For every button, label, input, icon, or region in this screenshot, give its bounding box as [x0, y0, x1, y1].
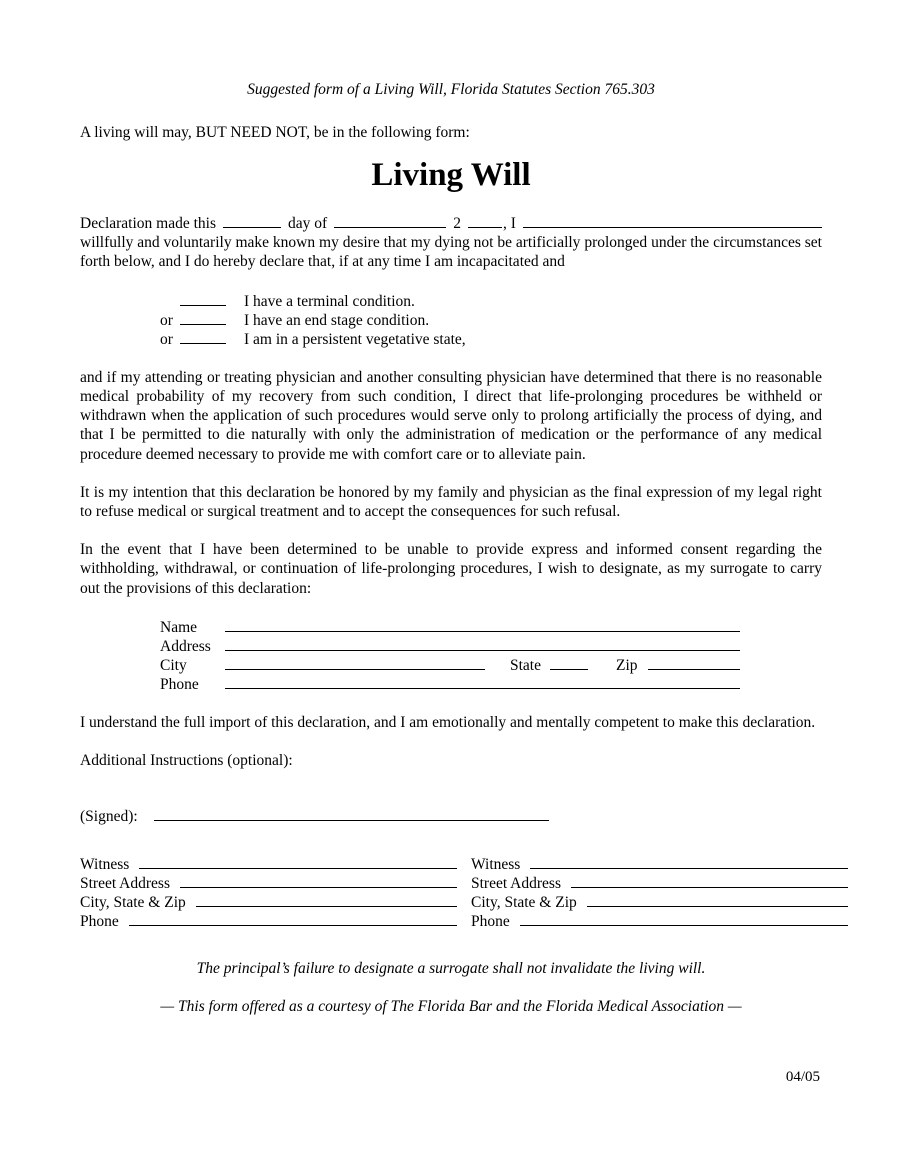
signed-label: (Signed):	[80, 808, 138, 826]
condition-row-end-stage	[160, 311, 822, 330]
witness2-city-blank-field[interactable]	[587, 905, 848, 907]
address-label: Address	[160, 637, 211, 655]
street-address-label: Street Address	[471, 874, 561, 892]
witness1-phone-blank-field[interactable]	[129, 924, 457, 926]
witness2-street-blank-field[interactable]	[571, 886, 848, 888]
year-prefix-text: 2	[453, 215, 461, 233]
city-label: City	[160, 656, 187, 674]
witness-city-row	[80, 893, 457, 912]
witness-column-right	[471, 855, 848, 931]
condition-label: I am in a persistent vegetative state,	[244, 330, 466, 348]
additional-instructions-label: Additional Instructions (optional):	[80, 752, 293, 770]
witness-street-row	[80, 874, 457, 893]
signed-row	[80, 807, 822, 826]
witness-column-left	[80, 855, 457, 931]
end-stage-condition-blank-field[interactable]	[180, 323, 226, 325]
witness2-name-blank-field[interactable]	[530, 867, 848, 869]
witness-section	[80, 855, 848, 931]
surrogate-phone-blank-field[interactable]	[225, 687, 740, 689]
surrogate-address-blank-field[interactable]	[225, 649, 740, 651]
surrogate-zip-blank-field[interactable]	[648, 668, 740, 670]
declaration-continuation: willfully and voluntarily make known my desire that my dying not be artificially prolonged under the circumstances set forth below, and I do hereby declare that, if at any time I am incapacitated and	[80, 234, 822, 271]
phone-label: Phone	[80, 912, 119, 930]
witness-label: Witness	[471, 855, 521, 873]
surrogate-phone-row	[160, 675, 740, 694]
witness1-city-blank-field[interactable]	[196, 905, 457, 907]
city-state-zip-label: City, State & Zip	[80, 893, 186, 911]
surrogate-name-row	[160, 618, 740, 637]
city-state-zip-label: City, State & Zip	[471, 893, 577, 911]
footnote-surrogate: The principal’s failure to designate a surrogate shall not invalidate the living will.	[196, 959, 706, 977]
witness-phone-row	[471, 912, 848, 931]
declarant-name-blank-field[interactable]	[523, 226, 822, 228]
witness2-phone-blank-field[interactable]	[520, 924, 848, 926]
zip-label: Zip	[616, 656, 638, 674]
condition-row-vegetative	[160, 330, 822, 349]
footnote-courtesy: — This form offered as a courtesy of The Florida Bar and the Florida Medical Association —	[160, 997, 742, 1015]
witness-phone-row	[80, 912, 457, 931]
surrogate-fields	[160, 618, 740, 694]
paragraph-surrogate-designation: In the event that I have been determined to be unable to provide express and informed consent regarding the withholding, withdrawal, or continuation of life-prolonging procedures, I wish to designate, as my surrogate to carry out the provisions of this declaration:	[80, 541, 822, 597]
phone-label: Phone	[160, 675, 199, 693]
surrogate-city-blank-field[interactable]	[225, 668, 485, 670]
month-blank-field[interactable]	[334, 226, 446, 228]
condition-prefix: or	[160, 330, 173, 348]
condition-label: I have a terminal condition.	[244, 292, 415, 310]
witness-street-row	[471, 874, 848, 893]
state-label: State	[510, 656, 541, 674]
revision-date: 04/05	[785, 1069, 820, 1085]
statute-citation: Suggested form of a Living Will, Florida Statutes Section 765.303	[247, 81, 655, 98]
phone-label: Phone	[471, 912, 510, 930]
terminal-condition-blank-field[interactable]	[180, 304, 226, 306]
paragraph-competence: I understand the full import of this declaration, and I am emotionally and mentally competent to make this declaration.	[80, 713, 816, 731]
vegetative-state-blank-field[interactable]	[180, 342, 226, 344]
signature-blank-field[interactable]	[154, 819, 549, 821]
condition-label: I have an end stage condition.	[244, 311, 430, 329]
surrogate-state-blank-field[interactable]	[550, 668, 588, 670]
declaration-made-this-text: Declaration made this	[80, 215, 217, 233]
declaration-line	[80, 214, 822, 233]
comma-i-text: , I	[502, 215, 516, 233]
witness-city-row	[471, 893, 848, 912]
paragraph-life-prolonging: and if my attending or treating physician and another consulting physician have determined that there is no reasonable medical probability of my recovery from such condition, I direct that life-prolonging procedures be withheld or withdrawn when the application of such procedures would serve only to prolong artificially the process of dying, and that I be permitted to die naturally with only the administration of medication or the performance of any medical procedure deemed necessary to provide me with comfort care or to alleviate pain.	[80, 368, 822, 463]
witness1-name-blank-field[interactable]	[139, 867, 457, 869]
surrogate-name-blank-field[interactable]	[225, 630, 740, 632]
condition-options	[160, 292, 822, 349]
surrogate-address-row	[160, 637, 740, 656]
intro-text: A living will may, BUT NEED NOT, be in the following form:	[80, 124, 470, 142]
surrogate-city-row	[160, 656, 740, 675]
condition-row-terminal	[160, 292, 822, 311]
witness-label: Witness	[80, 855, 130, 873]
paragraph-intention: It is my intention that this declaration be honored by my family and physician as the final expression of my legal right to refuse medical or surgical treatment and to accept the consequences for such refusal.	[80, 483, 822, 520]
condition-prefix: or	[160, 311, 173, 329]
year-blank-field[interactable]	[468, 226, 502, 228]
street-address-label: Street Address	[80, 874, 170, 892]
witness-name-row	[80, 855, 457, 874]
document-title: Living Will	[371, 157, 531, 194]
name-label: Name	[160, 618, 198, 636]
day-of-text: day of	[288, 215, 328, 233]
day-blank-field[interactable]	[223, 226, 281, 228]
witness1-street-blank-field[interactable]	[180, 886, 457, 888]
witness-name-row	[471, 855, 848, 874]
